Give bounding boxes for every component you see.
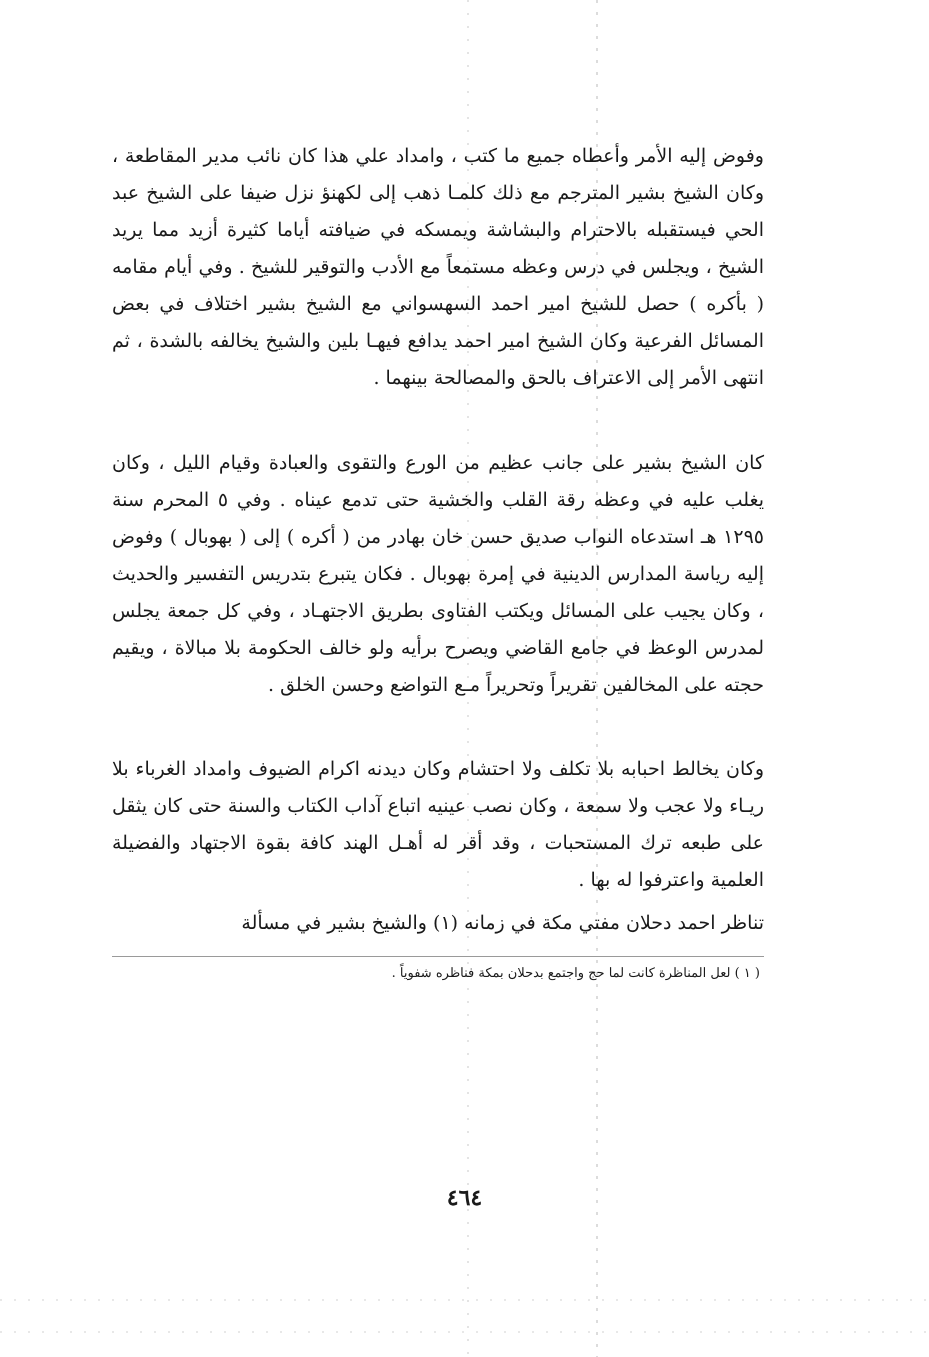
book-page-text bbox=[112, 138, 764, 985]
paragraph-4: تناظر احمد دحلان مفتي مكة في زمانه (١) والشيخ بشير في مسألة bbox=[241, 912, 764, 934]
footnote-divider bbox=[112, 956, 764, 957]
paragraph-2: كان الشيخ بشير على جانب عظيم من الورع والتقوى والعبادة وقيام الليل ، وكان يغلب عليه في وعظه رقة القلب والخشية حتى تدمع عيناه . وفي ٥ المحرم سنة ١٢٩٥ هـ استدعاه النواب صديق حسن خان بهادر من ( أكره ) إلى ( بهوبال ) وفوض إليه رياسة المدارس الدينية في إمرة بهوبال . فكان يتبرع بتدريس التفسير والحديث ، وكان يجيب على المسائل ويكتب الفتاوى بطريق الاجتهـاد ، وفي كل جمعة يجلس لمدرس الوعظ في جامع القاضي ويصرح برأيه ولو خالف الحكومة بلا مبالاة ، ويقيم حجته على المخالفين تقريراً وتحريراً مـع التواضع وحسن الخلق . bbox=[112, 452, 765, 696]
paragraph-1: وفوض إليه الأمر وأعطاه جميع ما كتب ، وامداد علي هذا كان نائب مدير المقاطعة ، وكان الشيخ بشير المترجم مع ذلك كلمـا ذهب إلى لكهنؤ نزل ضيفا على الشيخ عبد الحي فيستقبله بالاحترام والبشاشة ويمسكه في ضيافته أياما كثيرة أزيد مما يريد الشيخ ، ويجلس في درس وعظه مستمعاً مع الأدب والتوقير للشيخ . وفي أيام مقامه ( بأكره ) حصل للشيخ امير احمد السهسواني مع الشيخ بشير اختلاف في بعض المسائل الفرعية وكان الشيخ امير احمد يدافع فيهـا بلين والشيخ يخالفه بالشدة ، ثم انتهى الأمر إلى الاعتراف بالحق والمصالحة بينهما . bbox=[112, 145, 764, 389]
footnote: ( ١ ) لعل المناظرة كانت لما حج واجتمع بدحلان بمكة فناظره شفوياً . bbox=[391, 966, 760, 981]
paragraph-3: وكان يخالط احبابه بلا تكلف ولا احتشام وكان ديدنه اكرام الضيوف وامداد الغرباء بلا ريـاء ولا عجب ولا سمعة ، وكان نصب عينيه اتباع آداب الكتاب والسنة حتى كان يثقل على طبعه ترك المستحبات ، وقد أقر له أهـل الهند كافة بقوة الاجتهاد والفضيلة العلمية واعترفوا له بها . bbox=[112, 758, 764, 891]
page-number: ٤٦٤ bbox=[446, 1185, 483, 1211]
